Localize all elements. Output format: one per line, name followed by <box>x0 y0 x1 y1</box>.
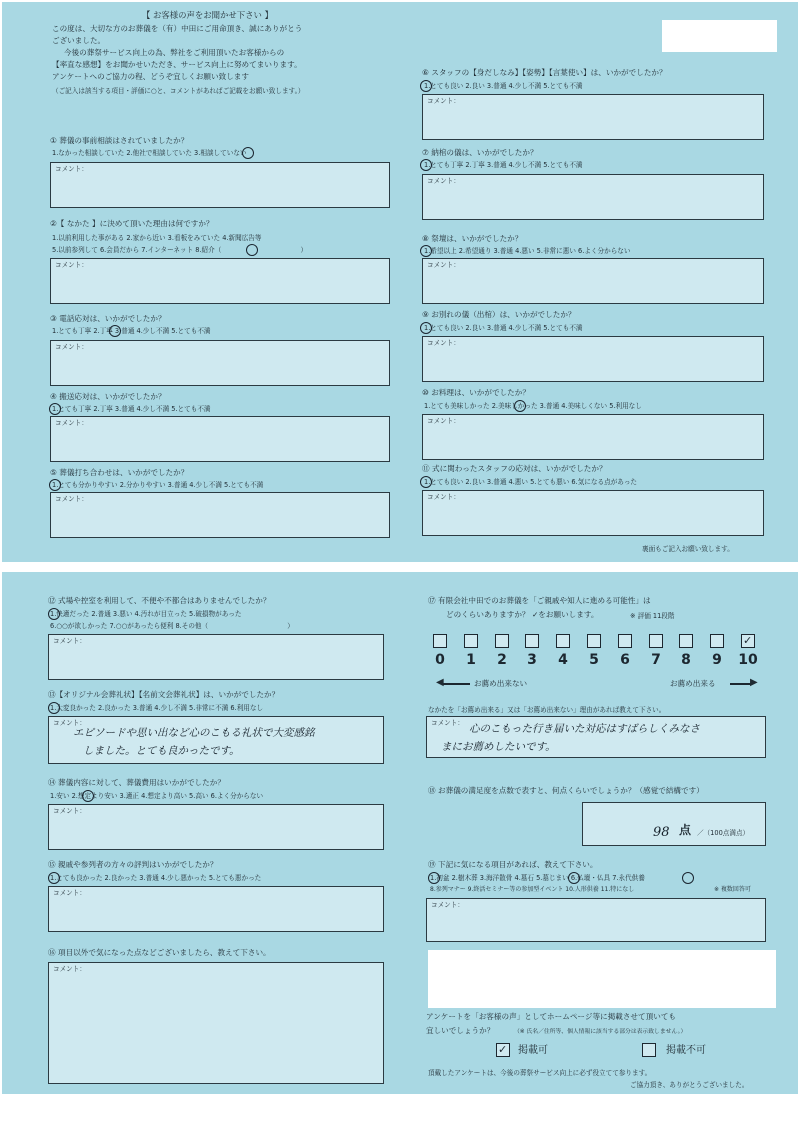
q5-title: ⑤ 葬儀打ち合わせは、いかがでしたか？ <box>50 468 189 477</box>
q14-title: ⑭ 葬儀内容に対して、葬儀費用はいかがでしたか？ <box>48 778 225 787</box>
selection-circle <box>420 80 432 92</box>
q18-max: ／（100点満点） <box>697 829 750 837</box>
q18-title: ⑱ お葬儀の満足度を点数で表すと、何点くらいでしょうか？（感覚で結構です） <box>428 786 704 795</box>
selection-circle <box>420 322 432 334</box>
survey-title: 【 お客様の声をお聞かせ下さい 】 <box>142 10 273 20</box>
q7-title: ⑦ 納棺の儀は、いかがでしたか？ <box>422 148 538 157</box>
scale-number: 6 <box>620 652 630 668</box>
intro-line: アンケートへのご協力の程、どうぞ宜しくお願い致します <box>52 72 249 81</box>
comment-label: コメント： <box>53 719 86 727</box>
comment-label: コメント： <box>55 261 88 269</box>
comment-label: コメント： <box>427 177 460 185</box>
scale-checkbox-7[interactable] <box>649 634 663 648</box>
selection-circle <box>48 702 60 714</box>
comment-label: コメント： <box>427 417 460 425</box>
q19-comment-box[interactable] <box>426 898 766 942</box>
q12-options: 1.快適だった 2.普通 3.悪い 4.汚れが目立った 5.破損物があった <box>50 610 242 618</box>
q12-title: ⑫ 式場や控室を利用して、不便や不都合はありませんでしたか？ <box>48 596 271 605</box>
selection-circle <box>246 244 258 256</box>
left-arrow-icon <box>442 683 470 685</box>
scale-checkbox-5[interactable] <box>587 634 601 648</box>
q7-options: 1.とても丁寧 2.丁寧 3.普通 4.少し不満 5.とても不満 <box>424 161 583 169</box>
q11-options: 1.とても良い 2.良い 3.普通 4.悪い 5.とても悪い 6.気になる点があった <box>424 478 638 486</box>
comment-label: コメント： <box>53 637 86 645</box>
not-recommend-label: お薦め出来ない <box>474 679 528 688</box>
scale-checkbox-9[interactable] <box>710 634 724 648</box>
right-arrow-head-icon: ▶ <box>750 677 758 688</box>
q6-title: ⑥ スタッフの【身だしなみ】【姿勢】【言葉使い】は、いかがでしたか？ <box>422 68 667 77</box>
selection-circle <box>514 400 526 412</box>
q17-comment-box[interactable] <box>426 716 766 758</box>
scale-checkbox-6[interactable] <box>618 634 632 648</box>
redacted-area <box>428 950 776 1008</box>
q17-title: ⑰ 有限会社中田でのお葬儀を「ご親戚や知人に進める可能性」は <box>428 596 651 605</box>
recommend-label: お薦め出来る <box>670 679 716 688</box>
publish-note: （※ 氏名／住所等、個人情報に該当する部分は表示致しません。） <box>514 1029 687 1035</box>
scale-number: 9 <box>712 652 722 668</box>
q11-title: ⑪ 式に関わったスタッフの応対は、いかがでしたか？ <box>422 464 607 473</box>
publish-ok-label: 掲載可 <box>518 1045 548 1056</box>
q15-options: 1.とても良かった 2.良かった 3.普通 4.少し悪かった 5.とても悪かった <box>50 874 262 882</box>
comment-label: コメント： <box>431 901 464 909</box>
q2-comment-box[interactable] <box>50 258 390 304</box>
intro-line: 今後の葬祭サービス向上の為、弊社をご利用頂いたお客様からの <box>64 48 285 57</box>
selection-circle <box>48 608 60 620</box>
left-arrow-head-icon: ◀ <box>436 677 444 688</box>
q17-handwritten-comment: まにお薦めしたいです。 <box>441 741 556 753</box>
scale-number: 8 <box>681 652 691 668</box>
comment-label: コメント： <box>431 719 464 727</box>
q7-comment-box[interactable] <box>422 174 764 220</box>
q3-comment-box[interactable] <box>50 340 390 386</box>
publish-ng-label: 掲載不可 <box>666 1045 706 1056</box>
intro-line: この度は、大切な方のお葬儀を（有）中田にご用命頂き、誠にありがとう <box>52 24 303 33</box>
publish-ng-checkbox[interactable] <box>642 1043 656 1057</box>
q9-comment-box[interactable] <box>422 336 764 382</box>
scale-checkbox-4[interactable] <box>556 634 570 648</box>
selection-circle <box>242 147 254 159</box>
scale-checkbox-3[interactable] <box>525 634 539 648</box>
selection-circle <box>49 403 61 415</box>
check-mark-icon: ✓ <box>498 1043 508 1056</box>
selection-circle <box>682 872 694 884</box>
q8-comment-box[interactable] <box>422 258 764 304</box>
q4-title: ④ 搬送応対は、いかがでしたか？ <box>50 392 166 401</box>
scale-number: 2 <box>497 652 507 668</box>
comment-label: コメント： <box>427 339 460 347</box>
q16-title: ⑯ 項目以外で気になった点などございましたら、教えて下さい。 <box>48 948 271 957</box>
q2-options: 5.以前参列して 6.会員だから 7.インターネット 8.紹介（ ） <box>52 246 308 254</box>
q4-comment-box[interactable] <box>50 416 390 462</box>
q14-options: 1.安い 2.想定より安い 3.適正 4.想定より高い 5.高い 6.よく分からない <box>50 792 264 800</box>
scale-number: 7 <box>651 652 661 668</box>
comment-label: コメント： <box>55 419 88 427</box>
comment-label: コメント： <box>427 261 460 269</box>
selection-circle <box>428 872 440 884</box>
q13-comment-box[interactable] <box>48 716 384 764</box>
redacted-area <box>662 20 777 52</box>
back-page-note: 裏面もご記入お願い致します。 <box>642 545 734 553</box>
q13-options: 1.大変良かった 2.良かった 3.普通 4.少し不満 5.非常に不満 6.利用なし <box>50 704 264 712</box>
comment-label: コメント： <box>53 889 86 897</box>
check-mark-icon: ✓ <box>743 634 753 647</box>
survey-sheet-back <box>2 572 798 1094</box>
selection-circle <box>568 872 580 884</box>
q15-title: ⑮ 親戚や参列者の方々の評判はいかがでしたか？ <box>48 860 218 869</box>
intro-line: ございました。 <box>52 36 106 45</box>
q6-comment-box[interactable] <box>422 94 764 140</box>
q4-options: 1.とても丁寧 2.丁寧 3.普通 4.少し不満 5.とても不満 <box>52 405 211 413</box>
q3-options: 1.とても丁寧 2.丁寧 3.普通 4.少し不満 5.とても不満 <box>52 327 211 335</box>
q18-score-box[interactable] <box>582 802 766 846</box>
q11-comment-box[interactable] <box>422 490 764 536</box>
q12-comment-box[interactable] <box>48 634 384 680</box>
q6-options: 1.とても良い 2.良い 3.普通 4.少し不満 5.とても不満 <box>424 82 583 90</box>
q18-score: 98 <box>653 825 670 840</box>
scale-checkbox-2[interactable] <box>495 634 509 648</box>
comment-label: コメント： <box>427 493 460 501</box>
scale-checkbox-1[interactable] <box>464 634 478 648</box>
q9-options: 1.とても良い 2.良い 3.普通 4.少し不満 5.とても不満 <box>424 324 583 332</box>
q18-unit: 点 <box>679 823 692 837</box>
q17-subtitle: どのくらいありますか？ ✓をお願いします。 <box>446 610 599 619</box>
q19-options: 1.初盆 2.樹木葬 3.海洋散骨 4.墓石 5.墓じまい 6.仏壇・仏具 7.永代供養 <box>430 874 645 882</box>
q8-title: ⑧ 祭壇は、いかがでしたか？ <box>422 234 523 243</box>
footer-line: ご協力頂き、ありがとうございました。 <box>630 1081 749 1089</box>
q2-title: ②【 なかた 】に決めて頂いた理由は何ですか？ <box>50 219 214 228</box>
q3-title: ③ 電話応対は、いかがでしたか？ <box>50 314 166 323</box>
scale-number: 3 <box>527 652 537 668</box>
q15-comment-box[interactable] <box>48 886 384 932</box>
selection-circle <box>48 872 60 884</box>
selection-circle <box>420 159 432 171</box>
intro-note: （ご記入は該当する項目・評価に○と、コメントがあればご記載をお願い致します。） <box>52 87 305 95</box>
q5-options: 1.とても分かりやすい 2.分かりやすい 3.普通 4.少し不満 5.とても不満 <box>52 481 264 489</box>
publish-question: アンケートを「お客様の声」としてホームページ等に掲載させて頂いても <box>426 1012 676 1021</box>
scale-checkbox-8[interactable] <box>679 634 693 648</box>
survey-sheet-front <box>2 2 798 562</box>
intro-line: 【率直な感想】をお聞かせいただき、サービス向上に努めてまいります。 <box>52 60 302 69</box>
selection-circle <box>420 245 432 257</box>
q2-options: 1.以前利用した事がある 2.家から近い 3.看板をみていた 4.新聞広告等 <box>52 234 262 242</box>
q16-comment-box[interactable] <box>48 962 384 1084</box>
scale-number: 0 <box>435 652 445 668</box>
selection-circle <box>82 790 94 802</box>
q1-comment-box[interactable] <box>50 162 390 208</box>
selection-circle <box>109 325 121 337</box>
q17-scale-note: ※ 評価 11段階 <box>630 612 675 620</box>
comment-label: コメント： <box>55 495 88 503</box>
comment-label: コメント： <box>55 165 88 173</box>
publish-question: 宜しいでしょうか？ <box>426 1026 495 1035</box>
q13-title: ⑬【オリジナル会葬礼状】【名前文会葬礼状】は、いかがでしたか？ <box>48 690 280 699</box>
q13-handwritten-comment: エピソードや思い出など心のこもる礼状で大変感銘 <box>73 727 315 739</box>
q19-title: ⑲ 下記に気になる項目があれば、教えて下さい。 <box>428 860 598 869</box>
q10-options: 1.とても美味しかった 2.美味しかった 3.普通 4.美味しくない 5.利用なし <box>424 402 642 410</box>
comment-label: コメント： <box>427 97 460 105</box>
q1-options: 1.なかった相談していた 2.他社で相談していた 3.相談していない <box>52 149 247 157</box>
scale-checkbox-0[interactable] <box>433 634 447 648</box>
q19-options: 8.参列マナー 9.終活セミナー等の参加型イベント 10.人形供養 11.特になし <box>430 886 635 893</box>
footer-line: 頂戴したアンケートは、今後の葬祭サービス向上に必ず役立てて参ります。 <box>428 1069 652 1077</box>
q9-title: ⑨ お別れの儀（出棺）は、いかがでしたか？ <box>422 310 576 319</box>
q19-multi-note: ※ 複数回答可 <box>714 886 751 893</box>
comment-label: コメント： <box>55 343 88 351</box>
q17-handwritten-comment: 心のこもった行き届いた対応はすばらしくみなさ <box>469 723 700 735</box>
q12-options: 6.○○が欲しかった 7.○○があったら便利 8.その他（ ） <box>50 622 294 630</box>
selection-circle <box>49 479 61 491</box>
q5-comment-box[interactable] <box>50 492 390 538</box>
q8-options: 1.希望以上 2.希望通り 3.普通 4.悪い 5.非常に悪い 6.よく分からない <box>424 247 631 255</box>
scale-number: 4 <box>558 652 568 668</box>
comment-label: コメント： <box>53 807 86 815</box>
q10-comment-box[interactable] <box>422 414 764 460</box>
q10-title: ⑩ お料理は、いかがでしたか？ <box>422 388 530 397</box>
comment-label: コメント： <box>53 965 86 973</box>
q1-title: ① 葬儀の事前相談はされていましたか？ <box>50 136 189 145</box>
scale-number: 5 <box>589 652 599 668</box>
selection-circle <box>420 476 432 488</box>
q13-handwritten-comment: しました。とても良かったです。 <box>83 745 240 757</box>
q14-comment-box[interactable] <box>48 804 384 850</box>
scale-number: 10 <box>738 652 758 668</box>
scale-number: 1 <box>466 652 476 668</box>
q17-reason: なかたを「お薦め出来る」又は「お薦め出来ない」理由があれば教えて下さい。 <box>428 706 666 714</box>
right-arrow-icon <box>730 683 752 685</box>
